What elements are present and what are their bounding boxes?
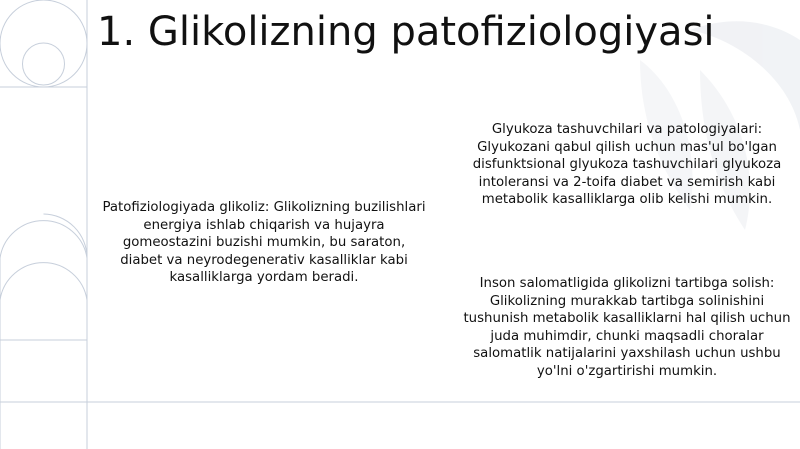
paragraph-pathophysiology: Patofiziologiyada glikoliz: Glikolizning buzilishlari energiya ishlab chiqarish va hujayra gomeostazini buzishi mumkin, bu saraton, diabet va neyrodegenerativ kasalliklar kabi kasalliklarga yordam beradi.: [102, 200, 426, 286]
paragraph-glycolysis-regulation: Inson salomatligida glikolizni tartibga solish: Glikolizning murakkab tartibga solinishini tushunish metabolik kasalliklarni hal qilish uchun juda muhimdir, chunki maqsadli choralar salomatlik natijalarini yaxshilash uchun ushbu yo'lni o'zgartirishi mumkin.: [463, 276, 791, 379]
paragraph-glucose-transporters: Glyukoza tashuvchilari va patologiyalari: Glyukozani qabul qilish uchun mas'ul bo'lgan disfunktsional glyukoza tashuvchilari glyukoza intoleransi va 2-toifa diabet va semirish kabi metabolik kasalliklarga olib kelishi mumkin.: [472, 122, 782, 208]
slide-title: 1. Glikolizning patofiziologiyasi: [97, 9, 715, 55]
left-line-ornament: [0, 0, 87, 449]
